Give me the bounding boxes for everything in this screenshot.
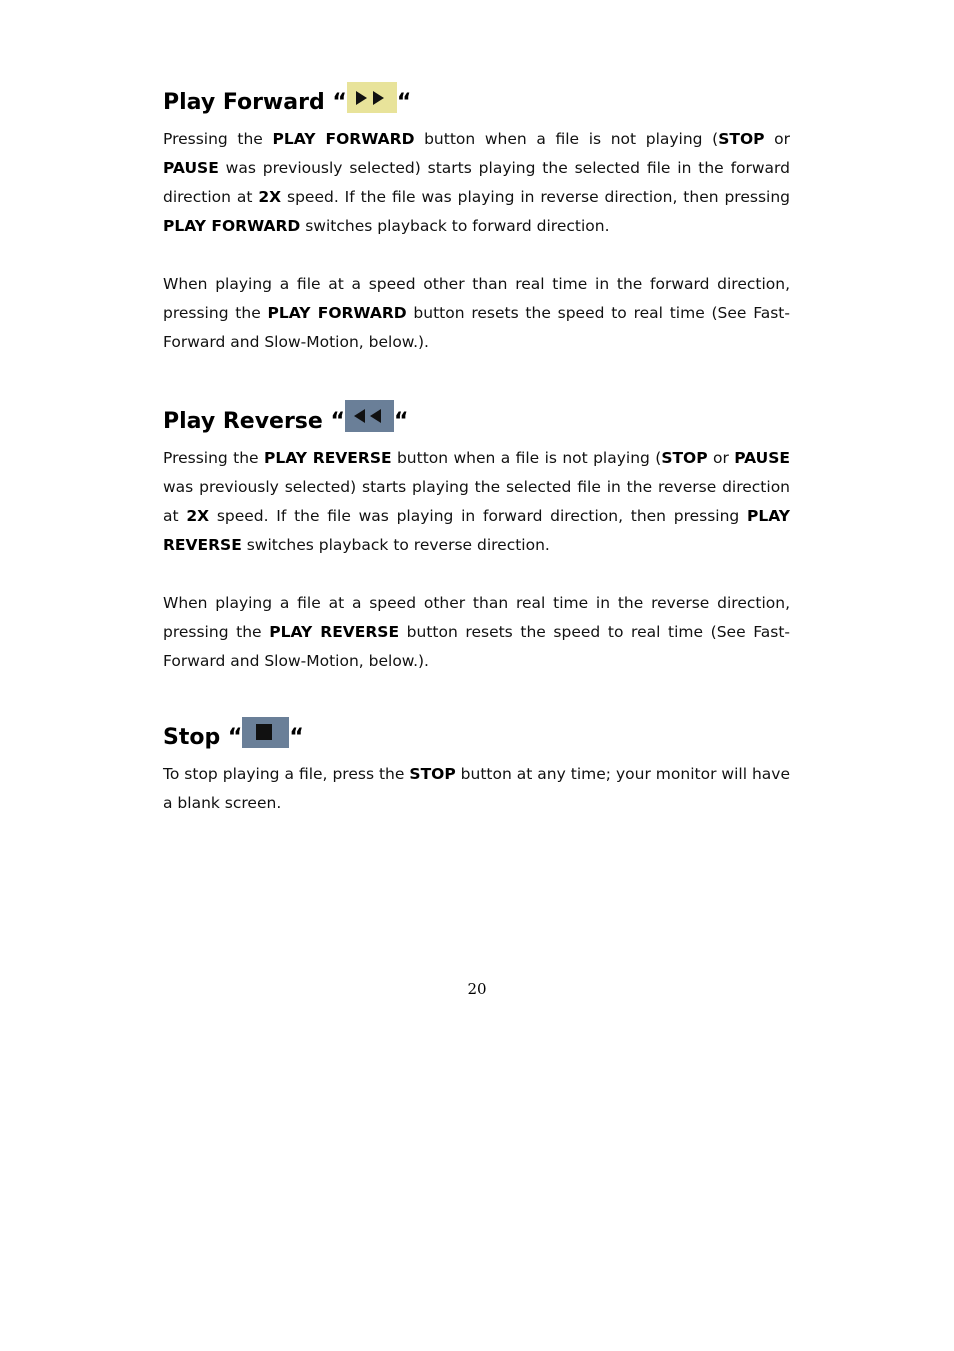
section-heading [163,82,790,119]
text-run: Pressing the [163,449,264,467]
bold-run: PLAY FORWARD [267,304,407,322]
bold-run: PAUSE [734,449,791,467]
paragraph [163,270,790,357]
bold-run: PLAY FORWARD [272,130,415,148]
bold-run: STOP [409,765,456,783]
text-run: switches playback to reverse direction. [241,536,550,554]
heading-text: Play Reverse [163,409,323,434]
bold-run: 2X [258,188,282,206]
bold-run: PAUSE [163,159,219,177]
bold-run: PLAY FORWARD [163,217,301,235]
text-run: switches playback to forward direction. [300,217,610,235]
text-run: To stop playing a file, press the [163,765,410,783]
stop-icon [242,717,289,748]
text-run: button resets the speed to real time (See Fast-Forward and Slow-Motion, below.). [163,623,790,670]
text-run: Pressing the [163,130,273,148]
text-run: was previously selected) starts playing the selected file in the reverse direction at [163,478,790,525]
paragraph [163,760,790,818]
text-run: speed. If the file was playing in reverse direction, then pressing [281,188,790,206]
text-run: speed. If the file was playing in forward direction, then pressing [209,507,748,525]
section-stop [163,717,790,818]
play-forward-icon [347,82,397,113]
bold-run: PLAY REVERSE [263,449,392,467]
close-quote: “ [393,409,409,434]
bold-run: PLAY REVERSE [269,623,400,641]
text-run: button at any time; your monitor will have a blank screen. [163,765,791,812]
section-heading [163,400,790,438]
text-run: button when a file is not playing ( [391,449,662,467]
page-number: 20 [467,980,487,998]
paragraph [163,589,790,676]
close-quote: “ [396,90,412,115]
text-run: When playing a file at a speed other than real time in the reverse direction, pressing the [163,594,790,641]
heading-text: Play Forward [163,90,325,115]
paragraph [163,444,790,560]
text-run: button resets the speed to real time (See Fast-Forward and Slow-Motion, below.). [163,304,790,351]
section-play-reverse [163,400,790,676]
text-run: was previously selected) starts playing the selected file in the forward direction at [163,159,790,206]
text-run: or [764,130,790,148]
text-run: button when a file is not playing ( [414,130,719,148]
play-reverse-icon [345,400,394,432]
close-quote: “ [289,725,304,750]
bold-run: STOP [661,449,708,467]
heading-text: Stop [163,725,221,750]
bold-run: 2X [186,507,210,525]
open-quote: “ [330,409,345,434]
text-run: When playing a file at a speed other than real time in the forward direction, pressing the [163,275,790,322]
bold-run: PLAY REVERSE [163,507,790,554]
section-play-forward [163,82,790,357]
paragraph [163,125,790,241]
open-quote: “ [332,90,347,115]
section-heading [163,717,790,754]
text-run: or [707,449,735,467]
open-quote: “ [227,725,243,750]
bold-run: STOP [718,130,765,148]
